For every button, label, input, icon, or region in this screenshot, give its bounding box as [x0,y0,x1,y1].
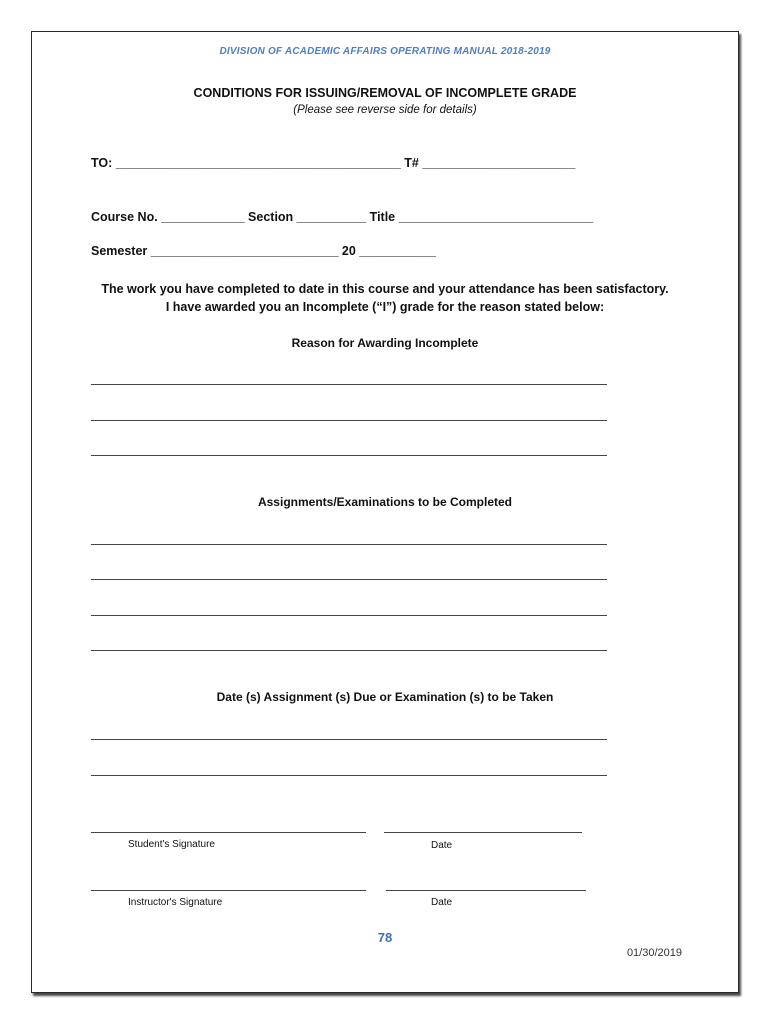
dates-heading: Date (s) Assignment (s) Due or Examination (s) to be Taken [216,690,554,704]
assignments-line[interactable] [91,579,607,580]
reason-line[interactable] [91,455,607,456]
form-page [31,31,739,993]
semester-field[interactable]: Semester ___________________________ 20 ___________ [91,244,436,258]
dates-line[interactable] [91,739,607,740]
manual-header: DIVISION OF ACADEMIC AFFAIRS OPERATING MANUAL 2018-2019 [219,46,551,57]
reason-line[interactable] [91,384,607,385]
form-subtitle: (Please see reverse side for details) [293,104,477,116]
assignments-line[interactable] [91,544,607,545]
assignments-line[interactable] [91,650,607,651]
footer-date: 01/30/2019 [626,947,682,959]
course-field[interactable]: Course No. ____________ Section __________ Title ____________________________ [91,210,594,224]
student-date-line[interactable] [384,832,582,833]
dates-line[interactable] [91,775,607,776]
reason-heading: Reason for Awarding Incomplete [291,336,479,350]
student-signature-label: Student's Signature [128,839,215,850]
reason-line[interactable] [91,420,607,421]
assignments-line[interactable] [91,615,607,616]
instructor-signature-label: Instructor's Signature [128,897,223,908]
instructor-date-line[interactable] [386,890,586,891]
student-date-label: Date [431,840,453,851]
instructor-signature-line[interactable] [91,890,366,891]
student-signature-line[interactable] [91,832,366,833]
to-field[interactable]: TO: _________________________________________ T# ______________________ [91,156,576,170]
assignments-heading: Assignments/Examinations to be Completed [257,495,513,509]
form-title: CONDITIONS FOR ISSUING/REMOVAL OF INCOMPLETE GRADE [193,86,577,100]
instructor-date-label: Date [431,897,453,908]
page-number: 78 [377,930,393,945]
statement-line-1: The work you have completed to date in this course and your attendance has been satisfactory. [101,282,669,296]
statement-line-2: I have awarded you an Incomplete (“I”) grade for the reason stated below: [165,300,605,314]
